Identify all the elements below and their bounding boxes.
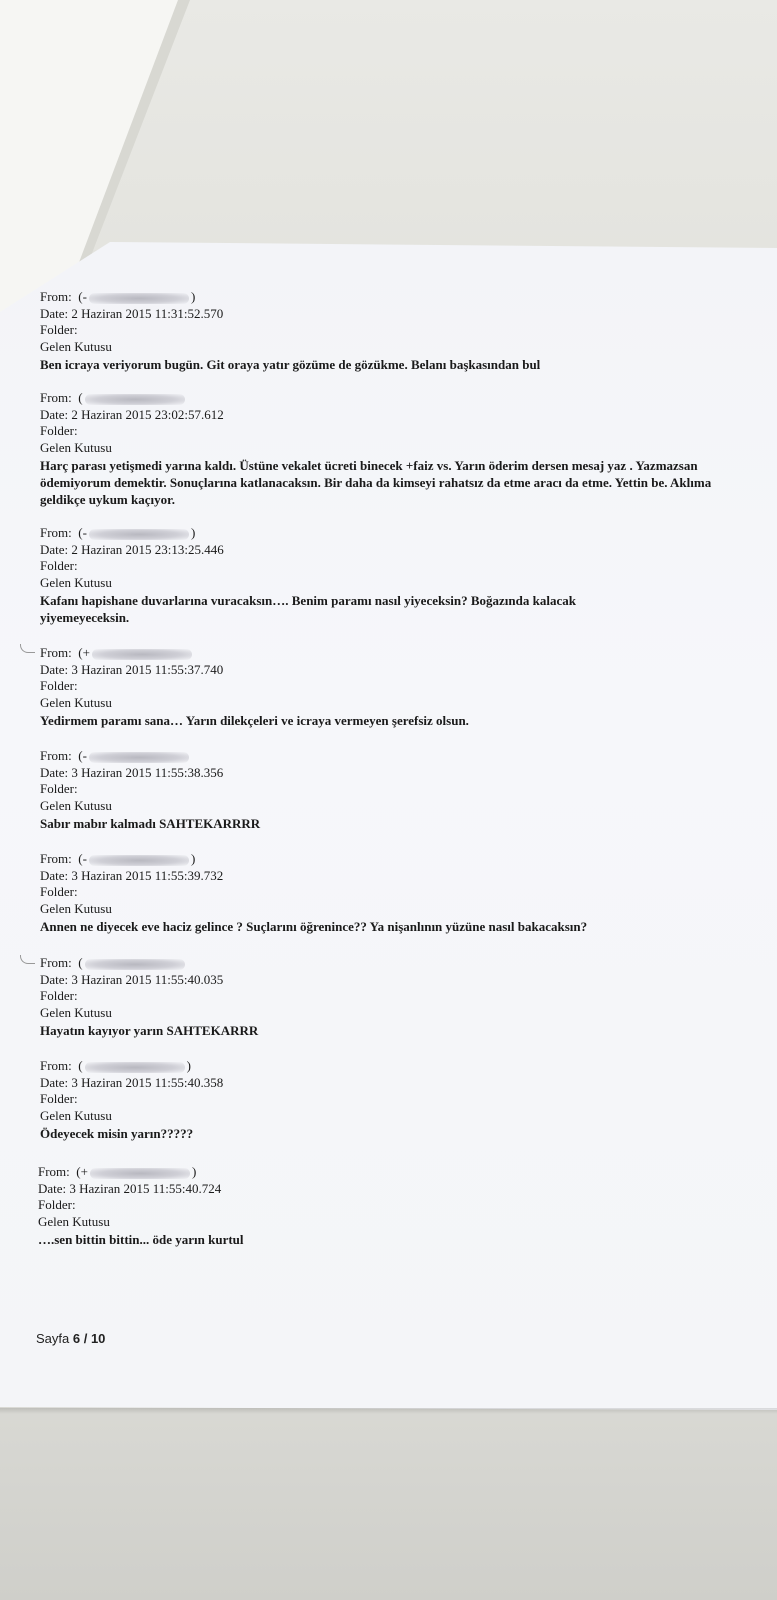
message-block — [40, 525, 740, 626]
from-suffix: ) — [186, 1058, 191, 1073]
from-prefix: ( — [78, 390, 83, 405]
from-label: From: — [40, 289, 72, 304]
folder-name: Gelen Kutusu — [40, 900, 112, 916]
message-body: Harç parası yetişmedi yarına kaldı. Üstüne vekalet ücreti binecek +faiz vs. Yarın öderim dersen mesaj yaz . Yazmazsan ödemiyorum demektir. Sonuçlarına katlanacaksın. Bir daha da kimseyi rahatsız da etme aracı da etme. Yettin be. Aklıma geldikçe uykum kaçıyor. — [40, 458, 712, 507]
date-line: Date: 2 Haziran 2015 11:31:52.570 — [40, 305, 224, 321]
folder-label: Folder: — [40, 322, 78, 337]
folder-label: Folder: — [40, 678, 78, 693]
table-surface — [0, 1395, 777, 1600]
from-line — [40, 1058, 740, 1075]
folder-name: Gelen Kutusu — [40, 574, 112, 590]
folder-name: Gelen Kutusu — [40, 1107, 112, 1123]
from-label: From: — [38, 1164, 70, 1179]
from-suffix: ) — [190, 851, 196, 866]
from-line — [40, 525, 740, 542]
date-line: Date: 3 Haziran 2015 11:55:40.035 — [40, 971, 224, 987]
folder-label: Folder: — [40, 884, 78, 899]
folder-label: Folder: — [40, 988, 78, 1003]
from-label: From: — [40, 851, 72, 866]
redacted-phone — [89, 529, 189, 540]
folder-label: Folder: — [40, 1091, 78, 1106]
date-line: Date: 3 Haziran 2015 11:55:40.724 — [38, 1180, 222, 1196]
from-prefix: ( — [78, 1058, 83, 1073]
from-label: From: — [40, 645, 72, 660]
from-line — [40, 645, 740, 662]
message-block — [40, 645, 740, 729]
from-label: From: — [40, 1058, 72, 1073]
folder-name: Gelen Kutusu — [40, 797, 112, 813]
message-body: Kafanı hapishane duvarlarına vuracaksın…. Benim paramı nasıl yiyeceksin? Boğazında kalacak yiyemeyeceksin. — [40, 593, 576, 625]
from-suffix: ) — [190, 289, 196, 304]
message-body: Annen ne diyecek eve haciz gelince ? Suçlarını öğrenince?? Ya nişanlının yüzüne nasıl bakacaksın? — [40, 919, 588, 934]
folder-label: Folder: — [40, 423, 78, 438]
from-suffix: ) — [190, 525, 196, 540]
folder-name: Gelen Kutusu — [40, 1004, 112, 1020]
from-label: From: — [40, 955, 72, 970]
message-block — [40, 390, 740, 508]
folder-name: Gelen Kutusu — [40, 338, 112, 354]
from-label: From: — [40, 390, 72, 405]
date-line: Date: 3 Haziran 2015 11:55:38.356 — [40, 764, 224, 780]
from-line — [40, 390, 740, 407]
from-prefix: (- — [78, 525, 87, 540]
from-prefix: (- — [78, 851, 87, 866]
redacted-phone — [85, 959, 185, 970]
from-prefix: ( — [78, 955, 83, 970]
date-line: Date: 2 Haziran 2015 23:13:25.446 — [40, 541, 224, 557]
from-label: From: — [40, 525, 72, 540]
date-line: Date: 3 Haziran 2015 11:55:40.358 — [40, 1074, 224, 1090]
message-block — [38, 1164, 738, 1248]
redacted-phone — [89, 855, 189, 866]
date-line: Date: 3 Haziran 2015 11:55:39.732 — [40, 867, 224, 883]
from-suffix: ) — [191, 1164, 197, 1179]
date-line: Date: 3 Haziran 2015 11:55:37.740 — [40, 661, 224, 677]
message-body: ….sen bittin bittin... öde yarın kurtul — [38, 1232, 244, 1247]
message-block — [40, 1058, 740, 1142]
from-prefix: (- — [78, 289, 87, 304]
message-block — [40, 289, 740, 373]
redacted-phone — [89, 752, 189, 763]
date-line: Date: 2 Haziran 2015 23:02:57.612 — [40, 406, 224, 422]
folder-name: Gelen Kutusu — [38, 1213, 110, 1229]
folder-label: Folder: — [40, 781, 78, 796]
message-body: Ödeyecek misin yarın????? — [40, 1126, 194, 1141]
message-body: Sabır mabır kalmadı SAHTEKARRRR — [40, 816, 261, 831]
from-line — [40, 955, 740, 972]
page-footer — [36, 1331, 105, 1346]
folder-name: Gelen Kutusu — [40, 694, 112, 710]
page-shadow — [0, 1408, 777, 1414]
from-line — [40, 748, 740, 765]
folder-name: Gelen Kutusu — [40, 439, 112, 455]
from-prefix: (- — [78, 748, 87, 763]
redacted-phone — [89, 293, 189, 304]
from-prefix: (+ — [76, 1164, 88, 1179]
redacted-phone — [85, 1062, 185, 1073]
folder-label: Folder: — [38, 1197, 76, 1212]
from-label: From: — [40, 748, 72, 763]
page-label: Sayfa — [36, 1331, 70, 1346]
redacted-phone — [85, 394, 185, 405]
from-line — [38, 1164, 738, 1181]
folder-label: Folder: — [40, 558, 78, 573]
message-block — [40, 748, 740, 832]
message-body: Yedirmem paramı sana… Yarın dilekçeleri ve icraya vermeyen şerefsiz olsun. — [40, 713, 469, 728]
message-body: Ben icraya veriyorum bugün. Git oraya yatır gözüme de gözükme. Belanı başkasından bul — [40, 357, 541, 372]
from-prefix: (+ — [78, 645, 90, 660]
message-block — [40, 851, 740, 935]
page-number: 6 / 10 — [72, 1331, 106, 1346]
from-line — [40, 851, 740, 868]
redacted-phone — [92, 649, 192, 660]
message-block — [40, 955, 740, 1039]
redacted-phone — [90, 1168, 190, 1179]
from-line — [40, 289, 740, 306]
message-body: Hayatın kayıyor yarın SAHTEKARRR — [40, 1023, 259, 1038]
